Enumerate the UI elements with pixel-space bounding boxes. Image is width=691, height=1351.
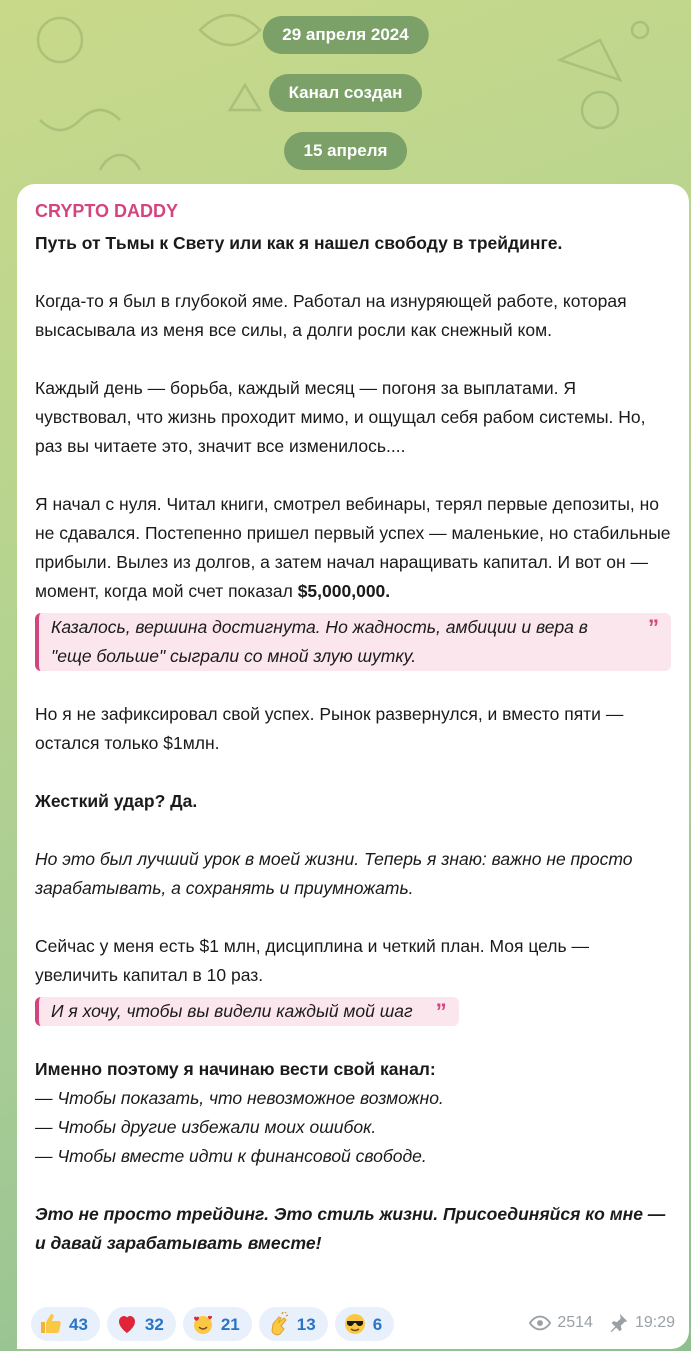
blockquote xyxy=(35,613,671,671)
reaction-count: 21 xyxy=(220,1314,240,1334)
quote-mark-icon: ” xyxy=(648,615,659,640)
reaction-clap[interactable] xyxy=(259,1307,328,1341)
post-paragraph: Но это был лучший урок в моей жизни. Теперь я знаю: важно не просто зарабатывать, а сохранять и приумножать. xyxy=(35,849,633,898)
list-item: — Чтобы другие избежали моих ошибок. xyxy=(35,1117,377,1137)
reaction-cool-face[interactable] xyxy=(335,1307,394,1341)
pin-icon xyxy=(607,1312,629,1334)
views-eye-icon xyxy=(529,1312,551,1334)
reactions-bar xyxy=(31,1307,394,1341)
list-heading: Именно поэтому я начинаю вести свой канал: xyxy=(35,1059,436,1079)
paragraph-text: Я начал с нуля. Читал книги, смотрел вебинары, терял первые депозиты, но не сдавался. Постепенно пришел первый успех — маленькие, но стабильные прибыли. Вылез из долгов, а затем начал наращивать капитал. И вот он — момент, когда мой счет показал xyxy=(35,494,671,601)
blockquote xyxy=(35,997,459,1026)
thumbs-up-icon xyxy=(39,1312,63,1336)
smiling-face-with-hearts-icon xyxy=(191,1312,215,1336)
reaction-count: 6 xyxy=(372,1314,383,1334)
clapping-hands-icon xyxy=(267,1312,291,1336)
list-item: — Чтобы вместе идти к финансовой свободе. xyxy=(35,1146,427,1166)
quote-mark-icon: ” xyxy=(435,999,447,1024)
reaction-thumbs-up[interactable] xyxy=(31,1307,100,1341)
date-separator: 29 апреля 2024 xyxy=(262,16,428,54)
reaction-count: 13 xyxy=(296,1314,316,1334)
red-heart-icon xyxy=(115,1312,139,1336)
reaction-heart[interactable] xyxy=(107,1307,176,1341)
reaction-count: 43 xyxy=(69,1314,88,1334)
post-paragraph: Сейчас у меня есть $1 млн, дисциплина и четкий план. Моя цель — увеличить капитал в 10 раз. xyxy=(35,936,589,985)
post-title: Путь от Тьмы к Свету или как я нашел свободу в трейдинге. xyxy=(35,233,563,253)
reaction-count: 32 xyxy=(144,1314,164,1334)
reaction-smiling-hearts[interactable] xyxy=(183,1307,252,1341)
quote-text: Казалось, вершина достигнута. Но жадность, амбиции и вера в "еще больше" сыграли со мной злую шутку. xyxy=(51,617,588,666)
message-time: 19:29 xyxy=(634,1314,675,1331)
post-paragraph: Каждый день — борьба, каждый месяц — погоня за выплатами. Я чувствовал, что жизнь проходит мимо, и ощущал себя рабом системы. Но, раз вы читаете это, значит все изменилось.... xyxy=(35,378,646,456)
post-paragraph: Жесткий удар? Да. xyxy=(35,791,198,811)
list-item: — Чтобы показать, что невозможное возможно. xyxy=(35,1088,444,1108)
amount-highlight: $5,000,000. xyxy=(297,581,391,601)
post-paragraph xyxy=(35,490,671,606)
post-paragraph: Но я не зафиксировал свой успех. Рынок развернулся, и вместо пяти — остался только $1млн. xyxy=(35,704,624,753)
message-meta xyxy=(529,1308,675,1337)
date-separator: 15 апреля xyxy=(284,132,408,170)
channel-created-notice: Канал создан xyxy=(269,74,423,112)
quote-text: И я хочу, чтобы вы видели каждый мой шаг xyxy=(51,1001,413,1021)
message-bubble[interactable] xyxy=(17,184,689,1349)
smiling-face-with-sunglasses-icon xyxy=(343,1312,367,1336)
post-paragraph: Когда-то я был в глубокой яме. Работал на изнуряющей работе, которая высасывала из меня все силы, а долги росли как снежный ком. xyxy=(35,291,627,340)
closing-paragraph: Это не просто трейдинг. Это стиль жизни. Присоединяйся ко мне — и давай зарабатывать вместе! xyxy=(35,1204,666,1253)
channel-author-name[interactable]: CRYPTO DADDY xyxy=(35,201,179,221)
views-count: 2514 xyxy=(557,1314,593,1331)
